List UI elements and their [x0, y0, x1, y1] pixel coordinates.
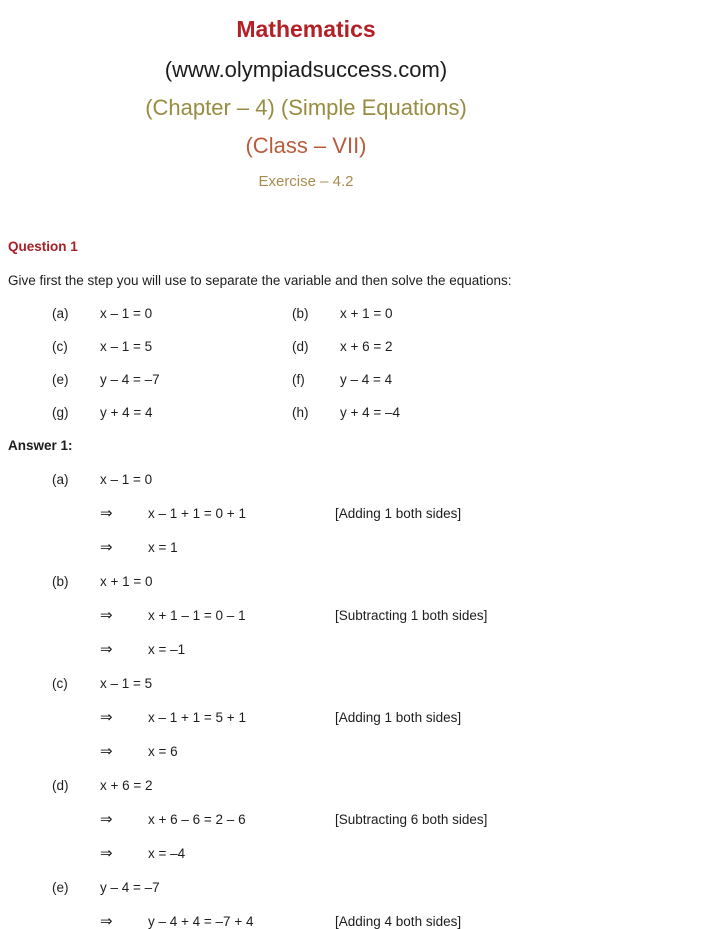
- answer-step: [0, 914, 703, 929]
- question-row: [0, 339, 703, 355]
- equation-text: x – 1 = 0: [100, 306, 153, 321]
- question-row: [0, 405, 703, 421]
- step-note: [Adding 1 both sides]: [335, 710, 462, 725]
- equation-label: (e): [52, 372, 69, 387]
- step-note: [Adding 1 both sides]: [335, 506, 462, 521]
- answer-step: [0, 506, 703, 522]
- implies-arrow-icon: ⇒: [100, 505, 113, 522]
- implies-arrow-icon: ⇒: [100, 539, 113, 556]
- answer-step: [0, 608, 703, 624]
- equation-text: x + 1 = 0: [100, 574, 153, 589]
- equation-label: (f): [292, 372, 305, 387]
- equation-text: x + 1 = 0: [340, 306, 393, 321]
- implies-arrow-icon: ⇒: [100, 811, 113, 828]
- answer-step: [0, 642, 703, 658]
- question-prompt: Give first the step you will use to separate the variable and then solve the equations:: [8, 273, 512, 288]
- answer-step: [0, 540, 703, 556]
- answer-item-head: [0, 778, 703, 794]
- step-expression: x = 1: [148, 540, 178, 555]
- answer-step: [0, 710, 703, 726]
- equation-text: y – 4 = –7: [100, 880, 160, 895]
- equation-label: (h): [292, 405, 309, 420]
- equation-text: x – 1 = 5: [100, 339, 153, 354]
- equation-text: x + 6 = 2: [340, 339, 393, 354]
- website-text: (www.olympiadsuccess.com): [164, 57, 448, 82]
- equation-text: y – 4 = 4: [340, 372, 393, 387]
- step-expression: x = –1: [148, 642, 186, 657]
- equation-label: (d): [52, 778, 69, 793]
- answer-item-head: [0, 880, 703, 896]
- equation-label: (a): [52, 472, 69, 487]
- step-note: [Subtracting 1 both sides]: [335, 608, 488, 623]
- chapter-subtitle: (Chapter – 4) (Simple Equations): [145, 95, 467, 120]
- implies-arrow-icon: ⇒: [100, 709, 113, 726]
- implies-arrow-icon: ⇒: [100, 913, 113, 929]
- equation-label: (c): [52, 676, 68, 691]
- answer-step: [0, 846, 703, 862]
- page-title: Mathematics: [236, 16, 376, 42]
- implies-arrow-icon: ⇒: [100, 845, 113, 862]
- question-row: [0, 372, 703, 388]
- equation-label: (c): [52, 339, 68, 354]
- equation-label: (d): [292, 339, 309, 354]
- answer-item-head: [0, 574, 703, 590]
- exercise-label: Exercise – 4.2: [258, 173, 354, 190]
- answer-item-head: [0, 472, 703, 488]
- answer-step: [0, 744, 703, 760]
- step-expression: x = 6: [148, 744, 178, 759]
- document-header: [0, 0, 612, 191]
- step-note: [Subtracting 6 both sides]: [335, 812, 488, 827]
- equation-label: (e): [52, 880, 69, 895]
- class-subtitle: (Class – VII): [245, 133, 367, 158]
- implies-arrow-icon: ⇒: [100, 641, 113, 658]
- equation-text: x – 1 = 0: [100, 472, 153, 487]
- answer-item-head: [0, 676, 703, 692]
- equation-text: y + 4 = –4: [340, 405, 401, 420]
- question-heading: Question 1: [8, 239, 78, 254]
- implies-arrow-icon: ⇒: [100, 607, 113, 624]
- equation-text: x + 6 = 2: [100, 778, 153, 793]
- equation-text: y + 4 = 4: [100, 405, 153, 420]
- step-expression: x – 1 + 1 = 5 + 1: [148, 710, 246, 725]
- step-expression: y – 4 + 4 = –7 + 4: [148, 914, 254, 929]
- equation-label: (a): [52, 306, 69, 321]
- step-note: [Adding 4 both sides]: [335, 914, 462, 929]
- step-expression: x + 1 – 1 = 0 – 1: [148, 608, 246, 623]
- question-row: [0, 306, 703, 322]
- step-expression: x = –4: [148, 846, 186, 861]
- step-expression: x + 6 – 6 = 2 – 6: [148, 812, 246, 827]
- answer-step: [0, 812, 703, 828]
- step-expression: x – 1 + 1 = 0 + 1: [148, 506, 246, 521]
- answer-heading: Answer 1:: [8, 438, 73, 453]
- implies-arrow-icon: ⇒: [100, 743, 113, 760]
- equation-label: (b): [52, 574, 69, 589]
- equation-text: y – 4 = –7: [100, 372, 160, 387]
- equation-text: x – 1 = 5: [100, 676, 153, 691]
- equation-label: (g): [52, 405, 69, 420]
- equation-label: (b): [292, 306, 309, 321]
